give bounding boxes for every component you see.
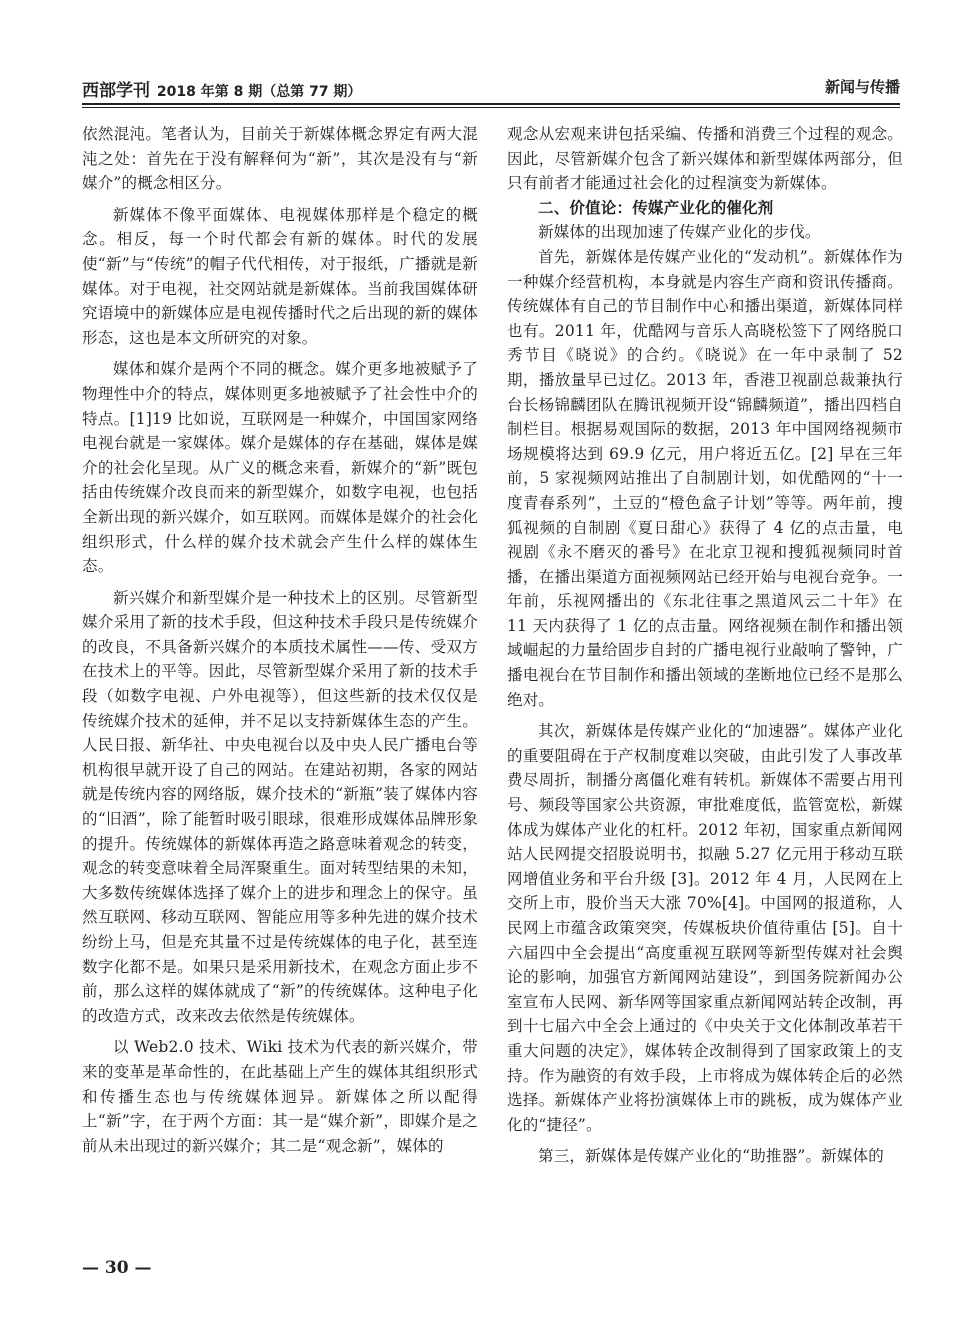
right-column xyxy=(507,122,903,1169)
paragraph: 新媒体的出现加速了传媒产业化的步伐。 xyxy=(538,223,821,242)
journal-masthead xyxy=(82,76,361,101)
header-rule-thick xyxy=(82,103,900,105)
issue-info: 2018 年第 8 期（总第 77 期） xyxy=(156,84,362,100)
page-header xyxy=(82,72,900,102)
section-title: 新闻与传播 xyxy=(824,78,900,96)
paragraph: 首先，新媒体是传媒产业化的“发动机”。新媒体作为一种媒介经营机构，本身就是内容生产商和资讯传播商。传统媒体有自己的节目制作中心和播出渠道，新媒体同样也有。2011 年，优酷网与音乐人高晓松签下了网络脱口秀节目《晓说》的合约。《晓说》在一年中录制了 52 期，播放量早已过亿。2013 年，香港卫视副总裁兼执行台长杨锦麟团队在腾讯视频开设“锦麟频道”，播出四档自制栏目。根据易观国际的数据，2013 年中国网络视频市场规模将达到 69.9 亿元，用户将近五亿。[2] 早在三年前，5 家视频网站推出了自制剧计划，如优酷网的“十一度青春系列”，土豆的“橙色盒子计划”等等。两年前，搜狐视频的自制剧《夏日甜心》获得了 4 亿的点击量，电视剧《永不磨灭的番号》在北京卫视和搜狐视频同时首播，在播出渠道方面视频网站已经开始与电视台竞争。一年前，乐视网播出的《东北往事之黑道风云二十年》在 11 天内获得了 1 亿的点击量。网络视频在制作和播出领域崛起的力量给固步自封的广播电视行业敲响了警钟，广播电视台在节目制作和播出领域的垄断地位已经不是那么绝对。 xyxy=(507,247,903,709)
page-number: — 30 — xyxy=(82,1258,152,1278)
paragraph: 以 Web2.0 技术、Wiki 技术为代表的新兴媒介，带来的变革是革命性的，在此基础上产生的媒体其组织形式和传播生态也与传统媒体迥异。新媒体之所以配得上“新”字，在于两个方面：其一是“媒介新”，即媒介是之前从未出现过的新兴媒介；其二是“观念新”，媒体的 xyxy=(82,1038,478,1155)
paragraph: 新兴媒介和新型媒介是一种技术上的区别。尽管新型媒介采用了新的技术手段，但这种技术手段只是传统媒介的改良，不具备新兴媒介的本质技术属性——传、受双方在技术上的平等。因此，尽管新型媒介采用了新的技术手段（如数字电视、户外电视等），但这些新的技术仅仅是传统媒介技术的延伸，并不足以支持新媒体生态的产生。人民日报、新华社、中央电视台以及中央人民广播电台等机构很早就开设了自己的网站。在建站初期，各家的网站就是传统内容的网络版，媒介技术的“新瓶”装了媒体内容的“旧酒”，除了能暂时吸引眼球，很难形成媒体品牌形象的提升。传统媒体的新媒体再造之路意味着观念的转变，观念的转变意味着全局浑聚重生。面对转型结果的未知，大多数传统媒体选择了媒介上的进步和理念上的保守。虽然互联网、移动互联网、智能应用等多种先进的媒介技术纷纷上马，但是充其量不过是传统媒体的电子化，甚至连数字化都不是。如果只是采用新技术，在观念方面止步不前，那么这样的媒体就成了“新”的传统媒体。这种电子化的改造方式，改来改去依然是传统媒体。 xyxy=(82,588,478,1025)
paragraph: 依然混沌。笔者认为，目前关于新媒体概念界定有两大混沌之处：首先在于没有解释何为“新”，其次是没有与“新媒介”的概念相区分。 xyxy=(82,125,478,193)
paragraph: 新媒体不像平面媒体、电视媒体那样是个稳定的概念。相反，每一个时代都会有新的媒体。时代的发展使“新”与“传统”的帽子代代相传，对于报纸，广播就是新媒体。对于电视，社交网站就是新媒体。当前我国媒体研究语境中的新媒体应是电视传播时代之后出现的新的媒体形态，这也是本文所研究的对象。 xyxy=(82,205,478,347)
left-column xyxy=(82,122,478,1158)
paragraph: 其次，新媒体是传媒产业化的“加速器”。媒体产业化的重要阻碍在于产权制度难以突破，由此引发了人事改革费尽周折，制播分离僵化难有转机。新媒体不需要占用刊号、频段等国家公共资源，审批难度低，监管宽松，新媒体成为媒体产业化的杠杆。2012 年初，国家重点新闻网站人民网提交招股说明书，拟融 5.27 亿元用于移动互联网增值业务和平台升级 [3]。2012 年 4 月，人民网在上交所上市，股价当天大涨 70%[4]。中国网的报道称，人民网上市蕴含政策突突，传媒板块价值待重估 [5]。自十六届四中全会提出“高度重视互联网等新型传媒对社会舆论的影响，加强官方新闻网站建设”，到国务院新闻办公室宣布人民网、新华网等国家重点新闻网站转企改制，再到十七届六中全会上通过的《中央关于文化体制改革若干重大问题的决定》，媒体转企改制得到了国家政策上的支持。作为融资的有效手段，上市将成为媒体转企后的必然选择。新媒体产业将扮演媒体上市的跳板，成为媒体产业化的“捷径”。 xyxy=(507,722,903,1134)
section-heading: 二、价值论：传媒产业化的催化剂 xyxy=(538,198,774,217)
header-rule-thin xyxy=(82,107,900,108)
paragraph: 媒体和媒介是两个不同的概念。媒介更多地被赋予了物理性中介的特点，媒体则更多地被赋予了社会性中介的特点。[1]19 比如说，互联网是一种媒介，中国国家网络电视台就是一家媒体。媒介是媒体的存在基础，媒体是媒介的社会化呈现。从广义的概念来看，新媒介的“新”既包括由传统媒介改良而来的新型媒介，如数字电视，也包括全新出现的新兴媒介，如互联网。而媒体是媒介的社会化组织形式，什么样的媒介技术就会产生什么样的媒体生态。 xyxy=(82,360,478,576)
paragraph: 观念从宏观来讲包括采编、传播和消费三个过程的观念。因此，尽管新媒介包含了新兴媒体和新型媒体两部分，但只有前者才能通过社会化的过程演变为新媒体。 xyxy=(507,125,903,193)
paragraph: 第三，新媒体是传媒产业化的“助推器”。新媒体的 xyxy=(538,1147,884,1166)
journal-logo: 西部学刊 xyxy=(82,81,150,101)
